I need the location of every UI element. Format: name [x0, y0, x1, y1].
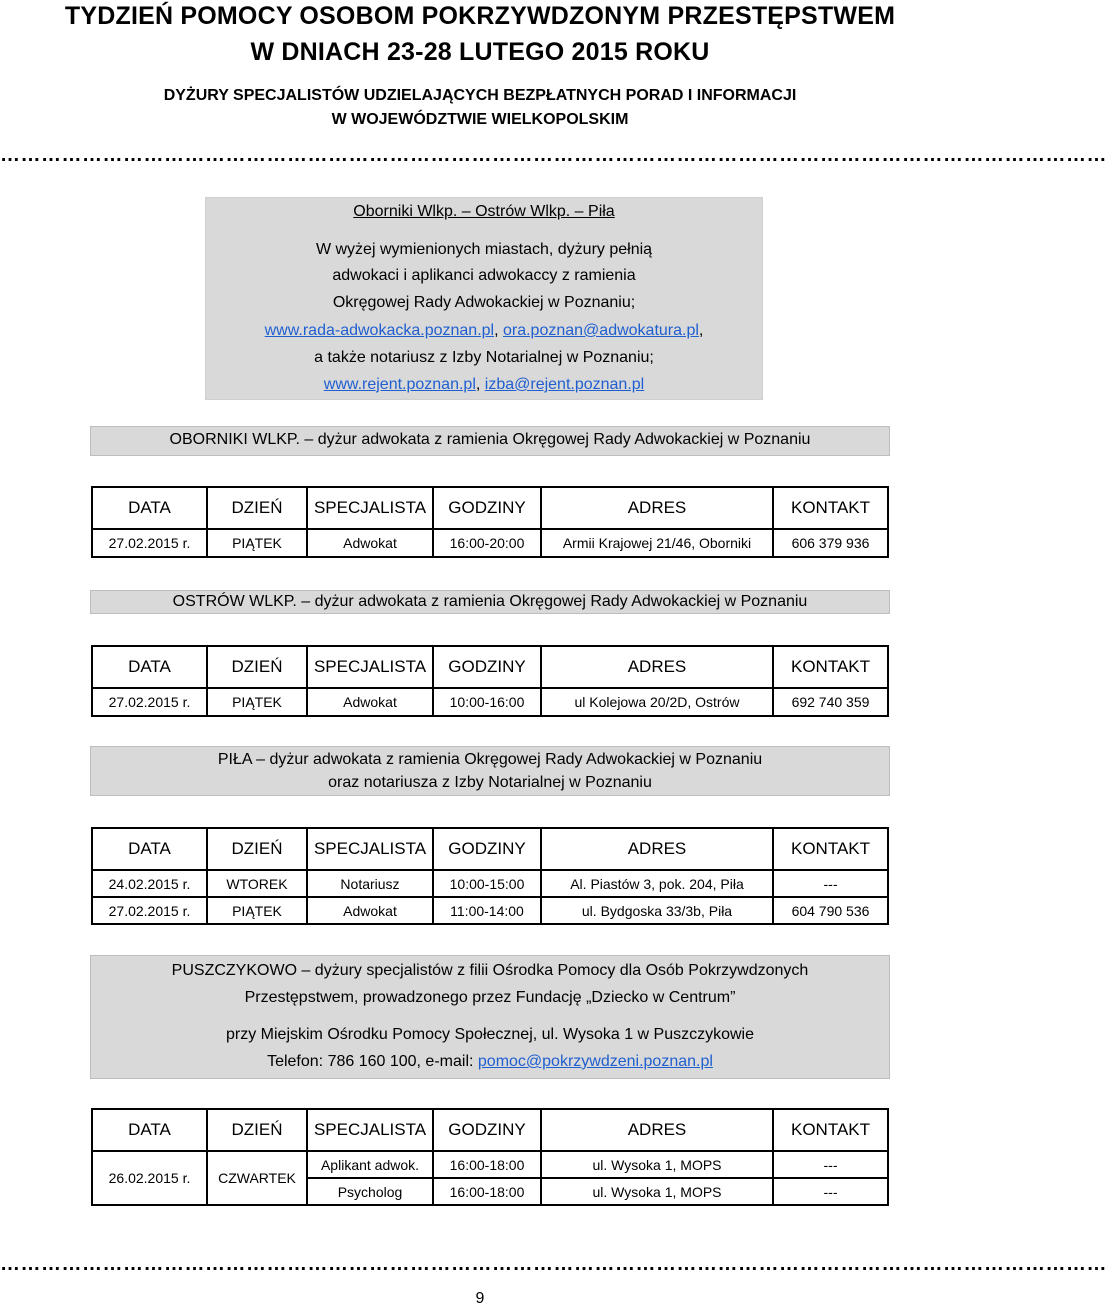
table-header-row	[92, 1109, 888, 1151]
col-specjalista: SPECJALISTA	[307, 828, 433, 870]
pila-title-line1: PIŁA – dyżur adwokata z ramienia Okręgowej Rady Adwokackiej w Poznaniu	[217, 751, 763, 768]
intro-line2: adwokaci i aplikanci adwokaccy z ramienia	[332, 267, 636, 284]
col-adres: ADRES	[541, 646, 773, 688]
col-godziny: GODZINY	[433, 1109, 541, 1151]
cell-specialist: Psycholog	[307, 1178, 433, 1205]
oborniki-desc: – dyżur adwokata z ramienia Okręgowej Rady Adwokackiej w Poznaniu	[299, 431, 811, 448]
cell-specialist: Notariusz	[307, 870, 433, 897]
intro-line1: W wyżej wymienionych miastach, dyżury pełnią	[315, 241, 653, 258]
cell-day: WTOREK	[207, 870, 307, 897]
table-header-row	[92, 646, 888, 688]
col-kontakt: KONTAKT	[773, 1109, 888, 1151]
cell-contact: 604 790 536	[773, 897, 888, 924]
table-oborniki	[91, 486, 889, 558]
link-separator: ,	[475, 376, 485, 393]
table-row	[92, 897, 888, 924]
section-puszczykowo-header	[90, 955, 890, 1079]
page-subtitle-line1: DYŻURY SPECJALISTÓW UDZIELAJĄCYCH BEZPŁATNYCH PORAD I INFORMACJI	[163, 87, 797, 104]
col-data: DATA	[92, 487, 207, 529]
intro-line5: a także notariusz z Izby Notarialnej w Poznaniu;	[314, 349, 654, 366]
cell-hours: 10:00-16:00	[433, 688, 541, 716]
pila-title-line2: oraz notariusza z Izby Notarialnej w Poznaniu	[328, 774, 652, 791]
col-kontakt: KONTAKT	[773, 828, 888, 870]
dotted-separator-top: ………………………………………………………………………………………………………………………………………………	[0, 144, 1107, 166]
col-godziny: GODZINY	[433, 487, 541, 529]
cell-day: PIĄTEK	[207, 897, 307, 924]
cell-specialist: Aplikant adwok.	[307, 1151, 433, 1178]
col-godziny: GODZINY	[433, 828, 541, 870]
ora-email-link[interactable]: ora.poznan@adwokatura.pl	[502, 322, 699, 339]
link-separator: ,	[494, 322, 503, 339]
cell-hours: 16:00-18:00	[433, 1151, 541, 1178]
cell-address: ul. Bydgoska 33/3b, Piła	[541, 897, 773, 924]
cell-contact: ---	[773, 1151, 888, 1178]
cell-address: Armii Krajowej 21/46, Oborniki	[541, 529, 773, 557]
oborniki-city: OBORNIKI WLKP.	[169, 431, 300, 448]
cell-contact: ---	[773, 870, 888, 897]
cell-date: 27.02.2015 r.	[92, 897, 207, 924]
col-kontakt: KONTAKT	[773, 646, 888, 688]
table-header-row	[92, 487, 888, 529]
cell-address: ul. Wysoka 1, MOPS	[541, 1151, 773, 1178]
cell-specialist: Adwokat	[307, 897, 433, 924]
cell-hours: 11:00-14:00	[433, 897, 541, 924]
cell-contact: ---	[773, 1178, 888, 1205]
col-adres: ADRES	[541, 1109, 773, 1151]
col-specjalista: SPECJALISTA	[307, 1109, 433, 1151]
col-adres: ADRES	[541, 487, 773, 529]
rada-adwokacka-link[interactable]: www.rada-adwokacka.poznan.pl	[264, 322, 495, 339]
page-subtitle-line2: W WOJEWÓDZTWIE WIELKOPOLSKIM	[331, 111, 629, 128]
col-dzien: DZIEŃ	[207, 828, 307, 870]
ostrow-desc: – dyżur adwokata z ramienia Okręgowej Rady Adwokackiej w Poznaniu	[296, 593, 808, 610]
intro-cities: Oborniki Wlkp. – Ostrów Wlkp. – Piła	[353, 203, 615, 220]
page-number: 9	[475, 1290, 485, 1307]
pomoc-email-link[interactable]: pomoc@pokrzywdzeni.poznan.pl	[477, 1053, 713, 1070]
table-header-row	[92, 828, 888, 870]
table-puszczykowo	[91, 1108, 889, 1206]
table-ostrow	[91, 645, 889, 717]
col-specjalista: SPECJALISTA	[307, 487, 433, 529]
cell-day: PIĄTEK	[207, 529, 307, 557]
rejent-link[interactable]: www.rejent.poznan.pl	[323, 376, 476, 393]
col-specjalista: SPECJALISTA	[307, 646, 433, 688]
cell-address: ul. Wysoka 1, MOPS	[541, 1178, 773, 1205]
cell-hours: 10:00-15:00	[433, 870, 541, 897]
cell-specialist: Adwokat	[307, 688, 433, 716]
page-title-line2: W DNIACH 23-28 LUTEGO 2015 ROKU	[250, 38, 710, 66]
table-pila	[91, 827, 889, 925]
section-pila-header	[90, 746, 890, 796]
intro-line3: Okręgowej Rady Adwokackiej w Poznaniu;	[332, 294, 636, 311]
intro-links-row2	[206, 376, 762, 394]
cell-day: CZWARTEK	[207, 1151, 307, 1205]
puszczykowo-phone: Telefon: 786 160 100, e-mail:	[267, 1053, 478, 1070]
page-title-line1: TYDZIEŃ POMOCY OSOBOM POKRZYWDZONYM PRZESTĘPSTWEM	[64, 2, 896, 30]
puszczykowo-line3: przy Miejskim Ośrodku Pomocy Społecznej, ul. Wysoka 1 w Puszczykowie	[225, 1026, 755, 1043]
cell-date: 24.02.2015 r.	[92, 870, 207, 897]
puszczykowo-line4	[91, 1053, 889, 1071]
cell-date: 27.02.2015 r.	[92, 529, 207, 557]
table-row	[92, 870, 888, 897]
cell-address: Al. Piastów 3, pok. 204, Piła	[541, 870, 773, 897]
cell-address: ul Kolejowa 20/2D, Ostrów	[541, 688, 773, 716]
cell-hours: 16:00-18:00	[433, 1178, 541, 1205]
section-oborniki-header	[90, 426, 890, 456]
col-dzien: DZIEŃ	[207, 1109, 307, 1151]
izba-email-link[interactable]: izba@rejent.poznan.pl	[484, 376, 645, 393]
cell-contact: 606 379 936	[773, 529, 888, 557]
table-row	[92, 688, 888, 716]
cell-day: PIĄTEK	[207, 688, 307, 716]
col-data: DATA	[92, 646, 207, 688]
cell-hours: 16:00-20:00	[433, 529, 541, 557]
col-godziny: GODZINY	[433, 646, 541, 688]
intro-box	[205, 197, 763, 400]
link-separator: ,	[698, 322, 704, 339]
cell-contact: 692 740 359	[773, 688, 888, 716]
cell-specialist: Adwokat	[307, 529, 433, 557]
col-dzien: DZIEŃ	[207, 646, 307, 688]
col-data: DATA	[92, 1109, 207, 1151]
col-adres: ADRES	[541, 828, 773, 870]
table-row	[92, 529, 888, 557]
puszczykowo-line2: Przestępstwem, prowadzonego przez Fundację „Dziecko w Centrum”	[244, 989, 736, 1006]
table-row	[92, 1151, 888, 1178]
dotted-separator-bottom: ………………………………………………………………………………………………………………………………………………	[0, 1253, 1107, 1275]
puszczykowo-line1: PUSZCZYKOWO – dyżury specjalistów z filii Ośrodka Pomocy dla Osób Pokrzywdzonych	[171, 962, 809, 979]
col-data: DATA	[92, 828, 207, 870]
cell-date: 26.02.2015 r.	[92, 1151, 207, 1205]
cell-date: 27.02.2015 r.	[92, 688, 207, 716]
section-ostrow-header	[90, 590, 890, 614]
col-dzien: DZIEŃ	[207, 487, 307, 529]
ostrow-city: OSTRÓW WLKP.	[172, 593, 297, 610]
col-kontakt: KONTAKT	[773, 487, 888, 529]
intro-links-row1	[206, 322, 762, 340]
